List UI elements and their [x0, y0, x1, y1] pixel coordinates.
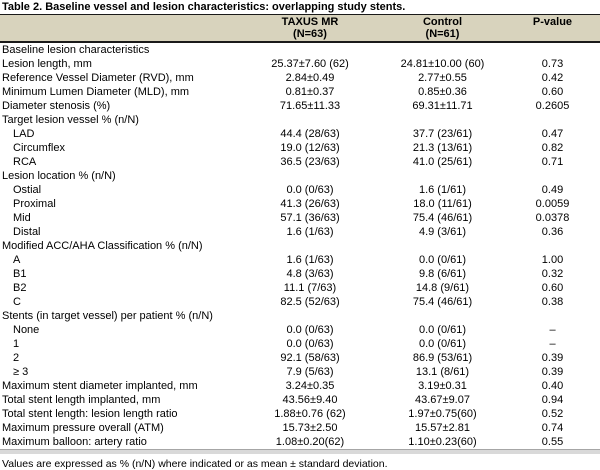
taxus-value: 0.0 (0/63) [286, 338, 334, 350]
table-row [0, 141, 600, 155]
table-row [0, 211, 600, 225]
taxus-value: 25.37±7.60 (62) [271, 58, 349, 70]
row-label: Maximum pressure overall (ATM) [2, 422, 164, 434]
p-value: 0.55 [541, 436, 564, 448]
table-row [0, 43, 600, 57]
control-value: 41.0 (25/61) [412, 156, 473, 168]
control-value: 15.57±2.81 [415, 422, 470, 434]
p-value: 0.39 [541, 352, 564, 364]
column-header-control-n: (N=61) [425, 28, 460, 40]
row-label: Proximal [13, 198, 56, 210]
control-value: 43.67±9.07 [415, 394, 470, 406]
table-row [0, 127, 600, 141]
taxus-value: 1.08±0.20(62) [275, 436, 345, 448]
p-value: 0.2605 [535, 100, 570, 112]
table-row [0, 337, 600, 351]
row-label: B2 [13, 282, 27, 294]
row-label: Mid [13, 212, 31, 224]
taxus-value: 15.73±2.50 [282, 422, 338, 434]
table-row [0, 57, 600, 71]
p-value: 1.00 [541, 254, 564, 266]
row-label: Lesion location % (n/N) [2, 170, 116, 182]
table-row [0, 295, 600, 309]
control-value: 21.3 (13/61) [412, 142, 473, 154]
row-label: C [13, 296, 21, 308]
table-header [0, 14, 600, 43]
taxus-value: 92.1 (58/63) [280, 352, 340, 364]
p-value: – [549, 324, 556, 336]
table-row [0, 71, 600, 85]
table-title: Table 2. Baseline vessel and lesion characteristics: overlapping study stents. [2, 1, 406, 13]
taxus-value: 44.4 (28/63) [280, 128, 340, 140]
table-row [0, 225, 600, 239]
row-label: A [13, 254, 21, 266]
taxus-value: 0.0 (0/63) [286, 184, 334, 196]
column-header-pvalue [505, 16, 600, 28]
control-value: 0.0 (0/61) [418, 338, 467, 350]
table-row [0, 197, 600, 211]
taxus-value: 4.8 (3/63) [286, 268, 334, 280]
taxus-value: 36.5 (23/63) [280, 156, 340, 168]
p-value: 0.60 [541, 86, 564, 98]
p-value: 0.39 [541, 366, 564, 378]
taxus-value: 1.88±0.76 (62) [274, 408, 346, 420]
taxus-value: 71.65±11.33 [279, 100, 341, 112]
row-label: Baseline lesion characteristics [2, 44, 150, 56]
column-header-control [380, 16, 505, 40]
control-value: 24.81±10.00 (60) [400, 58, 485, 70]
p-value: 0.42 [541, 72, 564, 84]
table-row [0, 393, 600, 407]
row-label: Distal [13, 226, 41, 238]
row-label: RCA [13, 156, 37, 168]
control-value: 0.0 (0/61) [418, 254, 467, 266]
control-value: 1.6 (1/61) [418, 184, 467, 196]
column-header-taxus-name: TAXUS MR [281, 16, 339, 28]
control-value: 2.77±0.55 [418, 72, 467, 84]
table-row [0, 365, 600, 379]
row-label: Total stent length: lesion length ratio [2, 408, 178, 420]
table-row [0, 267, 600, 281]
row-label: Reference Vessel Diameter (RVD), mm [2, 72, 194, 84]
p-value: 0.52 [541, 408, 564, 420]
row-label: Diameter stenosis (%) [2, 100, 111, 112]
table-footnote: Values are expressed as % (n/N) where indicated or as mean ± standard deviation. [2, 458, 388, 470]
row-label: 2 [13, 352, 20, 364]
control-value: 13.1 (8/61) [415, 366, 470, 378]
control-value: 9.8 (6/61) [418, 268, 467, 280]
row-label: Stents (in target vessel) per patient % (n/N) [2, 310, 213, 322]
table-row [0, 407, 600, 421]
table-row [0, 351, 600, 365]
row-label: 1 [13, 338, 20, 350]
p-value: 0.49 [541, 184, 564, 196]
table-row [0, 183, 600, 197]
control-value: 0.85±0.36 [418, 86, 467, 98]
p-value: 0.36 [541, 226, 564, 238]
control-value: 1.10±0.23(60) [408, 436, 477, 448]
row-label: B1 [13, 268, 27, 280]
control-value: 3.19±0.31 [418, 380, 467, 392]
control-value: 18.0 (11/61) [413, 198, 472, 210]
p-value: – [549, 338, 556, 350]
taxus-value: 7.9 (5/63) [286, 366, 334, 378]
table-row [0, 99, 600, 113]
row-label: Total stent length implanted, mm [2, 394, 161, 406]
column-header-taxus [240, 16, 380, 40]
row-label: Lesion length, mm [2, 58, 92, 70]
taxus-value: 43.56±9.40 [282, 394, 338, 406]
row-label: Target lesion vessel % (n/N) [2, 114, 139, 126]
p-value: 0.71 [541, 156, 564, 168]
row-label: LAD [13, 128, 35, 140]
table-row [0, 253, 600, 267]
table-row [0, 281, 600, 295]
control-value: 75.4 (46/61) [412, 212, 473, 224]
p-value: 0.60 [541, 282, 564, 294]
control-value: 37.7 (23/61) [412, 128, 473, 140]
control-value: 69.31±11.71 [412, 100, 473, 112]
table-row [0, 421, 600, 435]
table-body [0, 43, 600, 449]
p-value: 0.73 [541, 58, 564, 70]
control-value: 4.9 (3/61) [418, 226, 467, 238]
p-value: 0.40 [541, 380, 564, 392]
p-value: 0.32 [541, 268, 564, 280]
control-value: 14.8 (9/61) [415, 282, 470, 294]
control-value: 1.97±0.75(60) [408, 408, 477, 420]
column-header-pvalue-name: P-value [532, 16, 573, 28]
table-row [0, 85, 600, 99]
table-row [0, 435, 600, 449]
taxus-value: 1.6 (1/63) [286, 226, 334, 238]
taxus-value: 1.6 (1/63) [286, 254, 334, 266]
table-row [0, 323, 600, 337]
table-row [0, 239, 600, 253]
p-value: 0.0059 [535, 198, 570, 210]
row-label: None [13, 324, 40, 336]
table-row [0, 155, 600, 169]
taxus-value: 11.1 (7/63) [283, 282, 337, 294]
row-label: Minimum Lumen Diameter (MLD), mm [2, 86, 190, 98]
p-value: 0.94 [541, 394, 564, 406]
row-label: Circumflex [13, 142, 65, 154]
p-value: 0.74 [541, 422, 564, 434]
row-label: Maximum stent diameter implanted, mm [2, 380, 198, 392]
taxus-value: 2.84±0.49 [285, 72, 335, 84]
row-label: Modified ACC/AHA Classification % (n/N) [2, 240, 203, 252]
table-row [0, 309, 600, 323]
column-header-taxus-n: (N=63) [293, 28, 327, 40]
table-row [0, 169, 600, 183]
p-value: 0.47 [541, 128, 564, 140]
control-value: 86.9 (53/61) [412, 352, 473, 364]
taxus-value: 41.3 (26/63) [280, 198, 340, 210]
p-value: 0.38 [541, 296, 564, 308]
taxus-value: 0.0 (0/63) [286, 324, 334, 336]
column-header-control-name: Control [422, 16, 463, 28]
taxus-value: 19.0 (12/63) [280, 142, 340, 154]
p-value: 0.82 [541, 142, 564, 154]
taxus-value: 82.5 (52/63) [280, 296, 340, 308]
control-value: 0.0 (0/61) [418, 324, 467, 336]
table-row [0, 379, 600, 393]
taxus-value: 0.81±0.37 [285, 86, 335, 98]
table-row [0, 113, 600, 127]
taxus-value: 57.1 (36/63) [280, 212, 340, 224]
p-value: 0.0378 [535, 212, 570, 224]
taxus-value: 3.24±0.35 [285, 380, 335, 392]
row-label: Maximum balloon: artery ratio [2, 436, 147, 448]
row-label: ≥ 3 [13, 366, 29, 378]
control-value: 75.4 (46/61) [412, 296, 473, 308]
row-label: Ostial [13, 184, 42, 196]
